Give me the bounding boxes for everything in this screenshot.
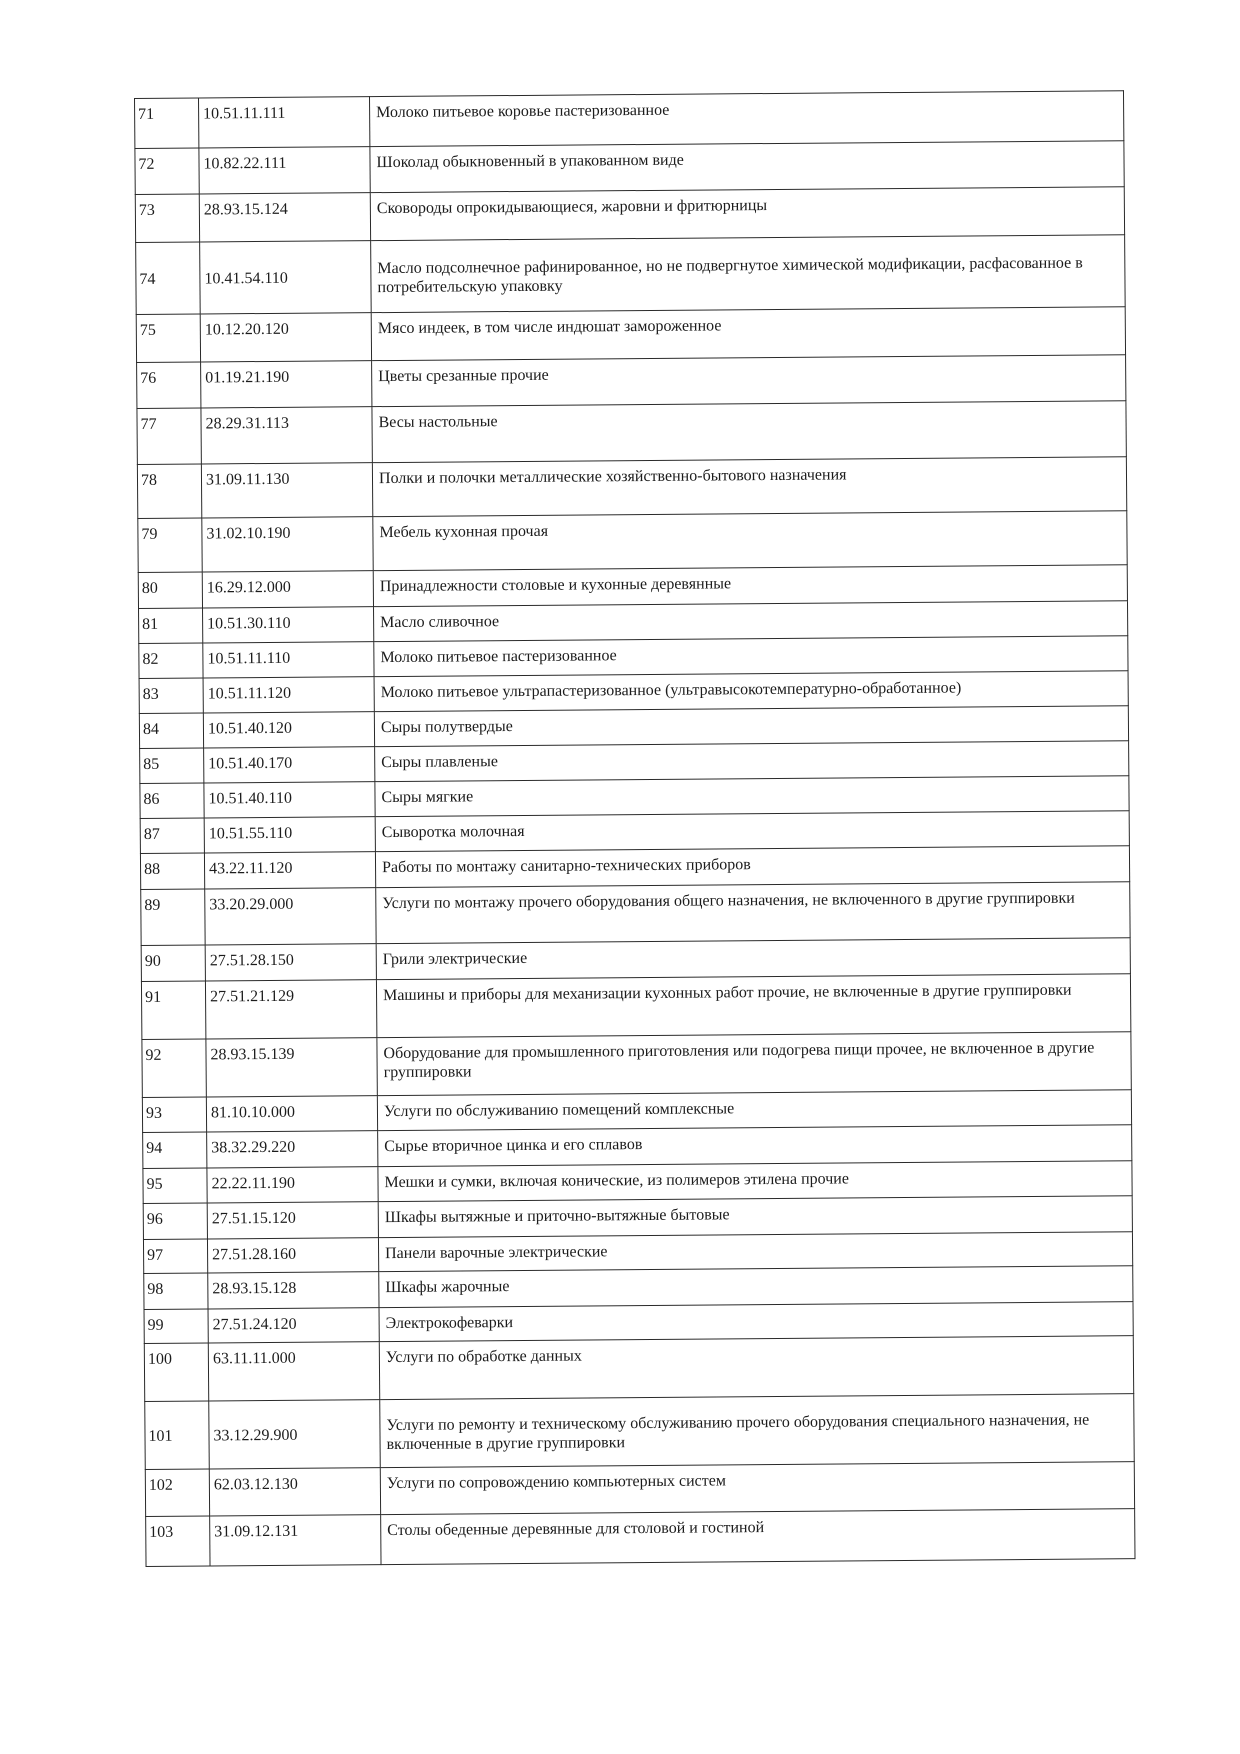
okpd-code-cell: 81.10.10.000 (206, 1096, 377, 1132)
row-number-cell: 87 (140, 818, 204, 854)
row-number-cell: 102 (145, 1469, 209, 1517)
item-name-cell: Сыры плавленые (375, 741, 1129, 782)
item-name-cell: Услуги по ремонту и техническому обслуживанию прочего оборудования специального назначения, не включенные в другие группировки (380, 1394, 1135, 1468)
okpd-code-cell: 27.51.21.129 (205, 980, 376, 1039)
okpd-code-cell: 10.51.30.110 (203, 607, 374, 643)
item-name-cell: Мясо индеек, в том числе индюшат замороженное (371, 307, 1125, 361)
table-row (137, 355, 1126, 409)
item-name-cell: Электрокофеварки (379, 1302, 1133, 1342)
table-row (136, 307, 1125, 363)
okpd-code-cell: 10.51.11.110 (203, 642, 374, 678)
okpd-code-cell: 62.03.12.130 (209, 1468, 380, 1516)
item-name-cell: Полки и полочки металлические хозяйственно-бытового назначения (372, 457, 1126, 517)
item-name-cell: Масло сливочное (374, 601, 1128, 642)
okpd-code-cell: 31.09.11.130 (201, 463, 372, 518)
okpd-code-cell: 33.12.29.900 (209, 1400, 381, 1469)
row-number-cell: 71 (135, 98, 199, 149)
row-number-cell: 96 (143, 1203, 207, 1240)
okpd-code-cell: 10.51.11.120 (203, 677, 374, 713)
okpd-code-cell: 33.20.29.000 (205, 888, 376, 945)
okpd-code-cell: 31.02.10.190 (202, 517, 373, 572)
row-number-cell: 93 (142, 1097, 206, 1133)
table-row (135, 141, 1124, 195)
table-row (144, 1336, 1133, 1402)
row-number-cell: 91 (141, 981, 205, 1040)
okpd-code-cell: 10.51.40.120 (203, 712, 374, 748)
row-number-cell: 72 (135, 148, 199, 195)
table-row (138, 511, 1127, 573)
okpd-code-cell: 10.51.11.111 (199, 97, 370, 148)
item-name-cell: Масло подсолнечное рафинированное, но не подвергнутое химической модификации, расфасованное в потребительскую упаковку (371, 235, 1126, 313)
item-name-cell: Шоколад обыкновенный в упакованном виде (370, 141, 1124, 193)
okpd-code-cell: 10.51.40.110 (204, 782, 375, 818)
item-name-cell: Услуги по обслуживанию помещений комплексные (377, 1090, 1131, 1131)
table-row (135, 91, 1124, 149)
table-row (141, 882, 1130, 946)
table-row (141, 974, 1130, 1040)
table-row (137, 401, 1126, 465)
row-number-cell: 99 (144, 1309, 208, 1344)
row-number-cell: 90 (141, 945, 205, 982)
table-body (135, 91, 1135, 1567)
row-number-cell: 101 (145, 1401, 210, 1470)
item-name-cell: Цветы срезанные прочие (372, 355, 1126, 407)
item-name-cell: Принадлежности столовые и кухонные деревянные (373, 565, 1127, 607)
okpd-code-cell: 10.82.22.111 (199, 147, 370, 194)
okpd-code-cell: 63.11.11.000 (208, 1342, 379, 1401)
table-row (136, 235, 1126, 315)
okpd-code-cell: 10.12.20.120 (200, 313, 371, 362)
row-number-cell: 84 (139, 713, 203, 749)
item-name-cell: Грили электрические (376, 938, 1130, 980)
okpd-code-cell: 31.09.12.131 (210, 1515, 381, 1566)
row-number-cell: 78 (137, 464, 201, 519)
item-name-cell: Сырье вторичное цинка и его сплавов (378, 1125, 1132, 1167)
item-name-cell: Панели варочные электрические (378, 1232, 1132, 1272)
row-number-cell: 76 (137, 362, 201, 409)
item-name-cell: Столы обеденные деревянные для столовой и гостиной (381, 1509, 1135, 1565)
table-row (145, 1394, 1135, 1470)
item-name-cell: Молоко питьевое пастеризованное (374, 636, 1128, 677)
okpd-code-cell: 27.51.24.120 (208, 1308, 379, 1343)
okpd-code-cell: 27.51.15.120 (207, 1202, 378, 1239)
row-number-cell: 97 (143, 1239, 207, 1274)
item-name-cell: Сковороды опрокидывающиеся, жаровни и фритюрницы (370, 187, 1124, 241)
row-number-cell: 95 (143, 1168, 207, 1204)
item-name-cell: Весы настольные (372, 401, 1126, 463)
item-name-cell: Услуги по обработке данных (379, 1336, 1133, 1400)
table-row (137, 457, 1126, 519)
item-name-cell: Машины и приборы для механизации кухонных работ прочие, не включенные в другие группировки (376, 974, 1130, 1038)
row-number-cell: 79 (138, 518, 202, 573)
okpd-code-cell: 43.22.11.120 (204, 852, 375, 889)
row-number-cell: 103 (146, 1516, 210, 1567)
okpd-code-cell: 22.22.11.190 (207, 1167, 378, 1203)
okpd-code-cell: 10.51.40.170 (204, 747, 375, 783)
row-number-cell: 92 (142, 1039, 206, 1098)
row-number-cell: 89 (141, 889, 205, 946)
row-number-cell: 100 (144, 1343, 208, 1402)
okpd-code-cell: 38.32.29.220 (207, 1131, 378, 1168)
table-row (145, 1462, 1134, 1517)
row-number-cell: 73 (135, 194, 199, 243)
item-name-cell: Шкафы жарочные (379, 1266, 1133, 1308)
item-name-cell: Молоко питьевое ультрапастеризованное (ультравысокотемпературно-обработанное) (374, 671, 1128, 712)
item-name-cell: Шкафы вытяжные и приточно-вытяжные бытовые (378, 1196, 1132, 1238)
item-name-cell: Мешки и сумки, включая конические, из полимеров этилена прочие (378, 1161, 1132, 1202)
row-number-cell: 85 (140, 748, 204, 784)
okpd-code-cell: 28.93.15.139 (206, 1038, 377, 1097)
row-number-cell: 98 (144, 1273, 208, 1310)
okpd-code-cell: 28.93.15.128 (208, 1272, 379, 1309)
item-name-cell: Услуги по сопровождению компьютерных систем (380, 1462, 1134, 1515)
item-name-cell: Оборудование для промышленного приготовления или подогрева пищи прочее, не включенное в другие группировки (377, 1032, 1131, 1096)
okpd-code-cell: 10.41.54.110 (200, 241, 372, 314)
row-number-cell: 80 (138, 572, 202, 609)
okpd-code-cell: 16.29.12.000 (202, 571, 373, 608)
row-number-cell: 94 (143, 1132, 207, 1169)
row-number-cell: 75 (136, 314, 200, 363)
item-name-cell: Сыры полутвердые (374, 706, 1128, 747)
okpd-code-cell: 28.93.15.124 (199, 193, 370, 242)
item-name-cell: Сыры мягкие (375, 776, 1129, 817)
okpd-code-cell: 27.51.28.160 (207, 1238, 378, 1273)
okpd-code-cell: 28.29.31.113 (201, 407, 372, 464)
table-row (135, 187, 1124, 243)
okpd-code-cell: 01.19.21.190 (201, 361, 372, 408)
row-number-cell: 77 (137, 408, 201, 465)
item-name-cell: Услуги по монтажу прочего оборудования общего назначения, не включенного в другие группировки (376, 882, 1130, 944)
row-number-cell: 86 (140, 783, 204, 819)
item-name-cell: Работы по монтажу санитарно-технических приборов (375, 846, 1129, 888)
row-number-cell: 81 (139, 608, 203, 644)
row-number-cell: 83 (139, 678, 203, 714)
item-name-cell: Мебель кухонная прочая (373, 511, 1127, 571)
item-name-cell: Молоко питьевое коровье пастеризованное (369, 91, 1123, 147)
row-number-cell: 82 (139, 643, 203, 679)
table-row (142, 1032, 1131, 1098)
okpd-code-cell: 10.51.55.110 (204, 817, 375, 853)
table-row (146, 1509, 1135, 1567)
okpd-code-cell: 27.51.28.150 (205, 944, 376, 981)
item-name-cell: Сыворотка молочная (375, 811, 1129, 852)
row-number-cell: 74 (136, 242, 201, 315)
row-number-cell: 88 (140, 853, 204, 890)
okpd-codes-table (134, 90, 1136, 1567)
